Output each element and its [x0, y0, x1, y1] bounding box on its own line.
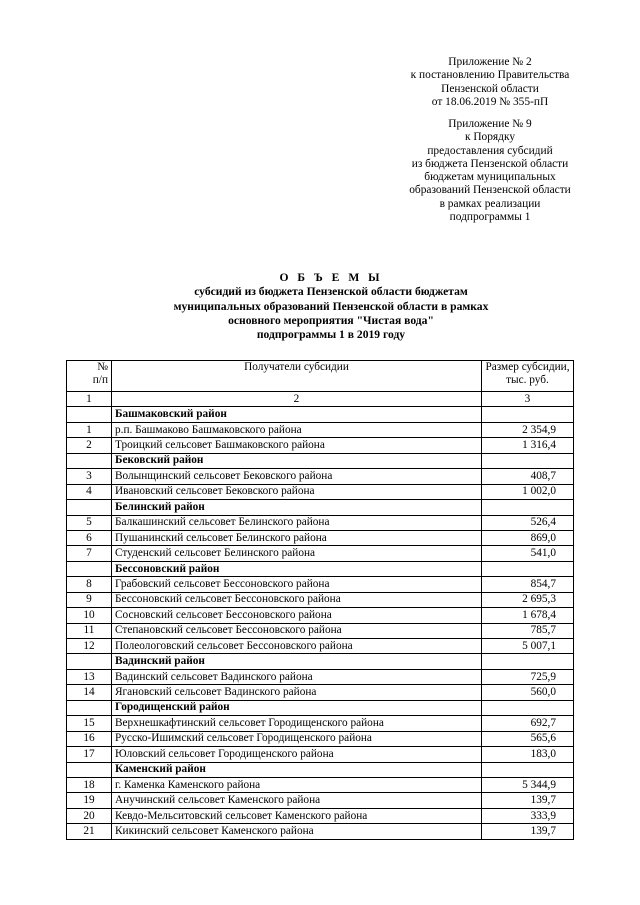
district-name: Бековский район	[112, 453, 482, 468]
column-number-cell: 2	[112, 392, 482, 407]
row-number: 17	[67, 747, 112, 762]
district-value-cell	[482, 561, 574, 576]
recipient-name: Анучинский сельсовет Каменского района	[112, 793, 482, 808]
subsidy-amount: 2 695,3	[482, 592, 574, 607]
appendix-line: Приложение № 9	[448, 118, 532, 130]
title-heading: О Б Ъ Е М Ы	[279, 271, 383, 284]
recipient-name: Ивановский сельсовет Бековского района	[112, 484, 482, 499]
table-row	[67, 438, 574, 453]
district-value-cell	[482, 453, 574, 468]
column-number-row	[67, 392, 574, 407]
table-row	[67, 422, 574, 437]
subsidy-amount: 139,7	[482, 824, 574, 839]
table-row	[67, 546, 574, 561]
subsidy-amount: 139,7	[482, 793, 574, 808]
row-number: 2	[67, 438, 112, 453]
row-number: 11	[67, 623, 112, 638]
appendix-line: в рамках реализации	[439, 197, 541, 210]
table-row	[67, 469, 574, 484]
recipient-name: Волынщинский сельсовет Бековского района	[112, 469, 482, 484]
column-number-cell: 1	[67, 392, 112, 407]
table-row	[67, 685, 574, 700]
recipient-name: Бессоновский сельсовет Бессоновского района	[112, 592, 482, 607]
table-row	[67, 747, 574, 762]
subsidy-amount: 5 344,9	[482, 777, 574, 792]
row-number: 14	[67, 685, 112, 700]
row-number: 6	[67, 530, 112, 545]
appendix-line: подпрограммы 1	[449, 211, 531, 224]
appendix-line: Приложение № 2	[448, 56, 532, 68]
district-number-cell	[67, 762, 112, 777]
table-row	[67, 623, 574, 638]
subsidy-amount: 408,7	[482, 469, 574, 484]
appendix-line: предоставления субсидий	[427, 144, 553, 157]
subsidy-amount: 725,9	[482, 669, 574, 684]
subsidy-amount: 2 354,9	[482, 422, 574, 437]
recipient-name: р.п. Башмаково Башмаковского района	[112, 422, 482, 437]
table-row	[67, 639, 574, 654]
table-row	[67, 608, 574, 623]
district-number-cell	[67, 453, 112, 468]
district-row	[67, 700, 574, 715]
district-number-cell	[67, 700, 112, 715]
subsidy-amount: 183,0	[482, 747, 574, 762]
district-value-cell	[482, 762, 574, 777]
header-amount-line2: тыс. руб.	[506, 374, 549, 386]
subsidy-amount: 1 316,4	[482, 438, 574, 453]
appendix-line: образований Пензенской области	[409, 184, 571, 197]
table-body	[67, 407, 574, 839]
table-row	[67, 777, 574, 792]
district-name: Белинский район	[112, 500, 482, 515]
appendix-line: к постановлению Правительства	[410, 69, 570, 82]
subsidy-amount: 565,6	[482, 731, 574, 746]
table-row	[67, 484, 574, 499]
subsidy-amount: 869,0	[482, 530, 574, 545]
subsidies-table	[66, 360, 574, 840]
recipient-name: Балкашинский сельсовет Белинского района	[112, 515, 482, 530]
row-number: 4	[67, 484, 112, 499]
recipient-name: Кикинский сельсовет Каменского района	[112, 824, 482, 839]
subsidy-amount: 541,0	[482, 546, 574, 561]
district-row	[67, 654, 574, 669]
row-number: 7	[67, 546, 112, 561]
header-number-line2: п/п	[92, 374, 108, 386]
table-row	[67, 592, 574, 607]
recipient-name: Вадинский сельсовет Вадинского района	[112, 669, 482, 684]
table-header-row	[67, 361, 574, 392]
district-row	[67, 561, 574, 576]
recipient-name: Троицкий сельсовет Башмаковского района	[112, 438, 482, 453]
district-name: Бессоновский район	[112, 561, 482, 576]
appendix-order-reference	[376, 118, 604, 224]
subsidy-amount: 692,7	[482, 716, 574, 731]
table-row	[67, 808, 574, 823]
appendix-line: из бюджета Пензенской области	[411, 157, 569, 170]
row-number: 21	[67, 824, 112, 839]
row-number: 8	[67, 577, 112, 592]
district-value-cell	[482, 654, 574, 669]
header-recipients: Получатели субсидии	[112, 361, 482, 392]
subsidy-amount: 5 007,1	[482, 639, 574, 654]
appendix-line: от 18.06.2019 № 355-пП	[431, 95, 549, 108]
table-row	[67, 530, 574, 545]
district-value-cell	[482, 700, 574, 715]
row-number: 16	[67, 731, 112, 746]
recipient-name: Пушанинский сельсовет Белинского района	[112, 530, 482, 545]
table-row	[67, 824, 574, 839]
header-number-line1: №	[97, 361, 108, 373]
subsidy-amount: 1 678,4	[482, 608, 574, 623]
table-row	[67, 793, 574, 808]
appendix-line: бюджетам муниципальных	[424, 171, 556, 184]
row-number: 3	[67, 469, 112, 484]
recipient-name: Русско-Ишимский сельсовет Городищенского района	[112, 731, 482, 746]
title-line: субсидий из бюджета Пензенской области бюджетам	[194, 285, 468, 299]
title-line: муниципальных образований Пензенской области в рамках	[173, 299, 489, 313]
recipient-name: Юловский сельсовет Городищенского района	[112, 747, 482, 762]
row-number: 5	[67, 515, 112, 530]
table-row	[67, 716, 574, 731]
subsidy-amount: 526,4	[482, 515, 574, 530]
table-row	[67, 669, 574, 684]
subsidy-amount: 854,7	[482, 577, 574, 592]
table-row	[67, 515, 574, 530]
district-number-cell	[67, 654, 112, 669]
district-row	[67, 762, 574, 777]
row-number: 15	[67, 716, 112, 731]
subsidy-amount: 785,7	[482, 623, 574, 638]
recipient-name: Верхнешкафтинский сельсовет Городищенского района	[112, 716, 482, 731]
row-number: 13	[67, 669, 112, 684]
district-row	[67, 453, 574, 468]
recipient-name: Студенский сельсовет Белинского района	[112, 546, 482, 561]
row-number: 19	[67, 793, 112, 808]
header-amount	[482, 361, 574, 392]
appendix-line: к Порядку	[464, 131, 516, 144]
table-row	[67, 577, 574, 592]
document-title	[96, 271, 566, 342]
recipient-name: Сосновский сельсовет Бессоновского района	[112, 608, 482, 623]
table-row	[67, 731, 574, 746]
district-row	[67, 407, 574, 422]
row-number: 12	[67, 639, 112, 654]
header-number	[67, 361, 112, 392]
appendix-main-reference	[376, 56, 604, 109]
title-line: подпрограммы 1 в 2019 году	[256, 328, 406, 342]
row-number: 9	[67, 592, 112, 607]
district-value-cell	[482, 407, 574, 422]
subsidy-amount: 560,0	[482, 685, 574, 700]
row-number: 20	[67, 808, 112, 823]
district-number-cell	[67, 500, 112, 515]
district-value-cell	[482, 500, 574, 515]
row-number: 1	[67, 422, 112, 437]
title-line: основного мероприятия "Чистая вода"	[228, 313, 434, 327]
recipient-name: Степановский сельсовет Бессоновского района	[112, 623, 482, 638]
appendix-line: Пензенской области	[441, 82, 539, 95]
column-number-cell: 3	[482, 392, 574, 407]
recipient-name: Полеологовский сельсовет Бессоновского района	[112, 639, 482, 654]
recipient-name: Ягановский сельсовет Вадинского района	[112, 685, 482, 700]
subsidy-amount: 333,9	[482, 808, 574, 823]
district-name: Башмаковский район	[112, 407, 482, 422]
subsidy-amount: 1 002,0	[482, 484, 574, 499]
row-number: 10	[67, 608, 112, 623]
recipient-name: г. Каменка Каменского района	[112, 777, 482, 792]
recipient-name: Кевдо-Мельситовский сельсовет Каменского района	[112, 808, 482, 823]
district-name: Вадинский район	[112, 654, 482, 669]
district-name: Городищенский район	[112, 700, 482, 715]
district-row	[67, 500, 574, 515]
district-name: Каменский район	[112, 762, 482, 777]
row-number: 18	[67, 777, 112, 792]
recipient-name: Грабовский сельсовет Бессоновского района	[112, 577, 482, 592]
district-number-cell	[67, 561, 112, 576]
district-number-cell	[67, 407, 112, 422]
header-amount-line1: Размер субсидии,	[485, 361, 570, 373]
